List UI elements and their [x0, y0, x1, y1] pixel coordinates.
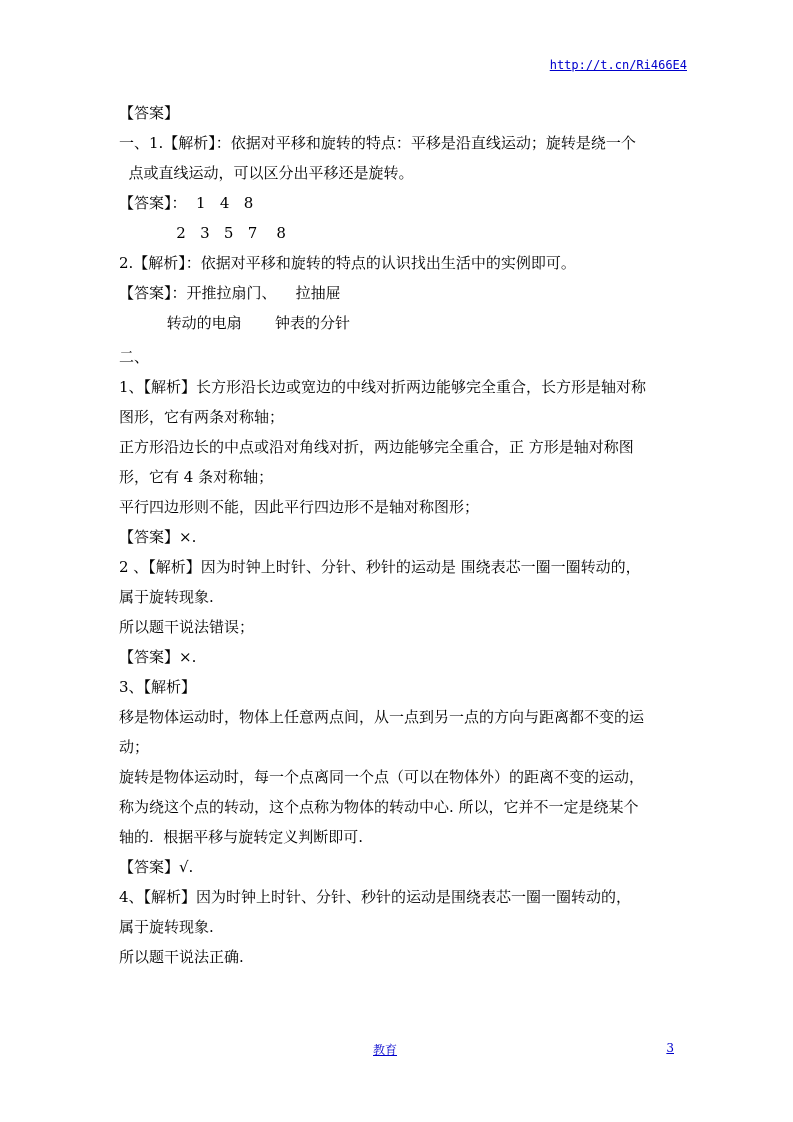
text-line: 2 、【解析】因为时钟上时针、分针、秒针的运动是 围绕表芯一圈一圈转动的， — [119, 558, 641, 576]
text-line: 属于旋转现象. — [119, 588, 214, 606]
text-line: 点或直线运动，可以区分出平移还是旋转。 — [119, 164, 414, 182]
text-line: 【答案】√. — [119, 858, 194, 876]
text-line: 轴的. 根据平移与旋转定义判断即可. — [119, 828, 364, 846]
text-line: 【答案】：开推拉扇门、 拉抽屉 — [119, 284, 341, 302]
text-line: 2.【解析】：依据对平移和旋转的特点的认识找出生活中的实例即可。 — [119, 254, 576, 272]
text-line: 转动的电扇 钟表的分针 — [119, 314, 351, 332]
section-heading: 二、 — [119, 348, 150, 366]
text-line: 所以题干说法错误； — [119, 618, 255, 636]
footer-link[interactable]: 教育 — [373, 1043, 398, 1057]
text-line: 一、1.【解析】：依据对平移和旋转的特点：平移是沿直线运动；旋转是绕一个 — [119, 134, 636, 152]
text-line: 4、【解析】因为时钟上时针、分针、秒针的运动是围绕表芯一圈一圈转动的， — [119, 888, 632, 906]
text-line: 平行四边形则不能，因此平行四边形不是轴对称图形； — [119, 498, 480, 516]
text-line: 3、【解析】 — [119, 678, 197, 696]
text-line: 动； — [119, 738, 150, 756]
text-line: 所以题干说法正确. — [119, 948, 244, 966]
text-line: 【答案】： 1 4 8 — [119, 194, 254, 212]
text-line: 图形，它有两条对称轴； — [119, 408, 285, 426]
text-line: 1、【解析】长方形沿长边或宽边的中线对折两边能够完全重合，长方形是轴对称 — [119, 378, 647, 396]
text-line: 形，它有 4 条对称轴； — [119, 468, 274, 486]
text-line: 【答案】×. — [119, 528, 197, 546]
text-line: 2 3 5 7 8 — [119, 224, 286, 242]
text-line: 正方形沿边长的中点或沿对角线对折，两边能够完全重合，正 方形是轴对称图 — [119, 438, 634, 456]
document-body — [119, 98, 679, 972]
text-line: 旋转是物体运动时，每一个点离同一个点（可以在物体外）的距离不变的运动， — [119, 768, 645, 786]
text-line: 称为绕这个点的转动，这个点称为物体的转动中心. 所以，它并不一定是绕某个 — [119, 798, 639, 816]
text-line: 【答案】×. — [119, 648, 197, 666]
text-line: 移是物体运动时，物体上任意两点间，从一点到另一点的方向与距离都不变的运 — [119, 708, 645, 726]
answer-heading: 【答案】 — [119, 104, 180, 122]
text-line: 属于旋转现象. — [119, 918, 214, 936]
header-link[interactable]: http://t.cn/Ri466E4 — [549, 58, 687, 72]
page-number: 3 — [666, 1041, 674, 1055]
